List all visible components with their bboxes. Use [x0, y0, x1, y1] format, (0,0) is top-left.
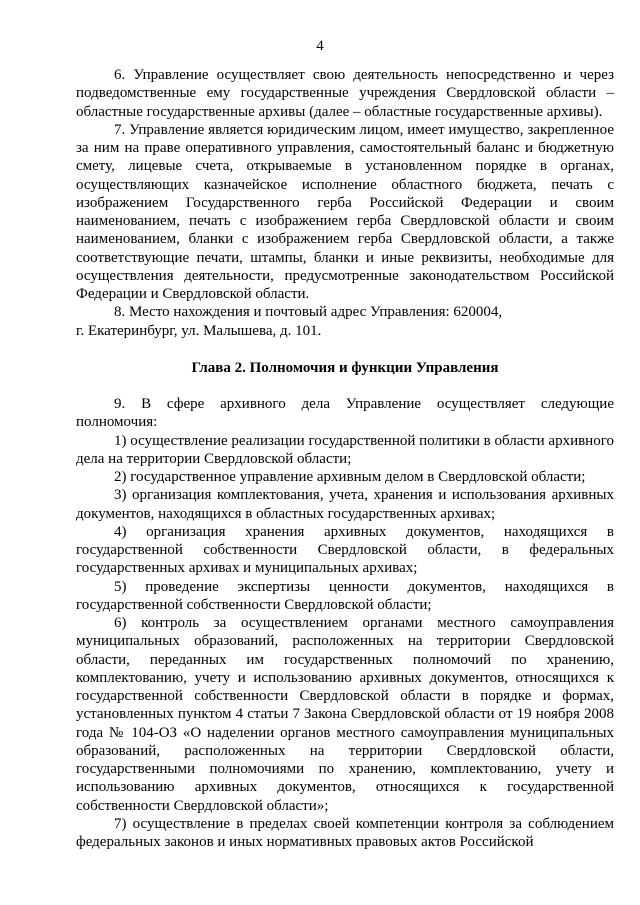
- list-item-2: 2) государственное управление архивным делом в Свердловской области;: [114, 469, 586, 485]
- chapter-heading: Глава 2. Полномочия и функции Управления: [191, 359, 499, 376]
- paragraph-6: 6. Управление осуществляет свою деятельность непосредственно и через подведомственные ему государственные учреждения Свердловской области – областные государственные архивы (далее – областные государственные архивы).: [76, 67, 614, 120]
- list-item-6: 6) контроль за осуществлением органами местного самоуправления муниципальных образований, расположенных на территории Свердловской области, переданных им государственных полномочий по хранению, комплектованию, учету и использованию архивных документов, относящихся к государственной собственности Свердловской области в порядке и формах, установленных пунктом 4 статьи 7 Закона Свердловской области от 19 ноября 2008 года № 104-ОЗ «О наделении органов местного самоуправления муниципальных образований, расположенных на территории Свердловской области, государственными полномочиями по хранению, комплектованию, учету и использованию архивных документов, относящихся к государственной собственности Свердловской области»;: [76, 615, 614, 814]
- list-item-5: 5) проведение экспертизы ценности документов, находящихся в государственной собственности Свердловской области;: [76, 578, 614, 613]
- paragraph-7: 7. Управление является юридическим лицом, имеет имущество, закрепленное за ним на праве оперативного управления, самостоятельный баланс и бюджетную смету, лицевые счета, открываемые в установленном порядке в органах, осуществляющих казначейское исполнение областного бюджета, печать с изображением Государственного герба Российской Федерации и своим наименованием, печать с изображением герба Свердловской области и своим наименованием, бланки с изображением герба Свердловской области, а также соответствующие печати, штампы, бланки и иные реквизиты, необходимые для осуществления деятельности, предусмотренные законодательством Российской Федерации и Свердловской области.: [76, 121, 614, 302]
- list-item-1: 1) осуществление реализации государственной политики в области архивного дела на территории Свердловской области;: [76, 432, 614, 467]
- list-item-7: 7) осуществление в пределах своей компетенции контроля за соблюдением федеральных законов и иных нормативных правовых актов Российской: [76, 815, 614, 850]
- page-number: 4: [316, 38, 324, 54]
- list-item-3: 3) организация комплектования, учета, хранения и использования архивных документов, находящихся в областных государственных архивах;: [76, 487, 614, 522]
- paragraph-8: 8. Место нахождения и почтовый адрес Управления: 620004, г. Екатеринбург, ул. Малышева, д. 101.: [76, 304, 503, 339]
- document-body: [76, 66, 614, 851]
- list-item-4: 4) организация хранения архивных документов, находящихся в государственной собственности Свердловской области, в федеральных государственных архивах и муниципальных архивах;: [76, 523, 614, 577]
- paragraph-9: 9. В сфере архивного дела Управление осуществляет следующие полномочия:: [76, 396, 614, 431]
